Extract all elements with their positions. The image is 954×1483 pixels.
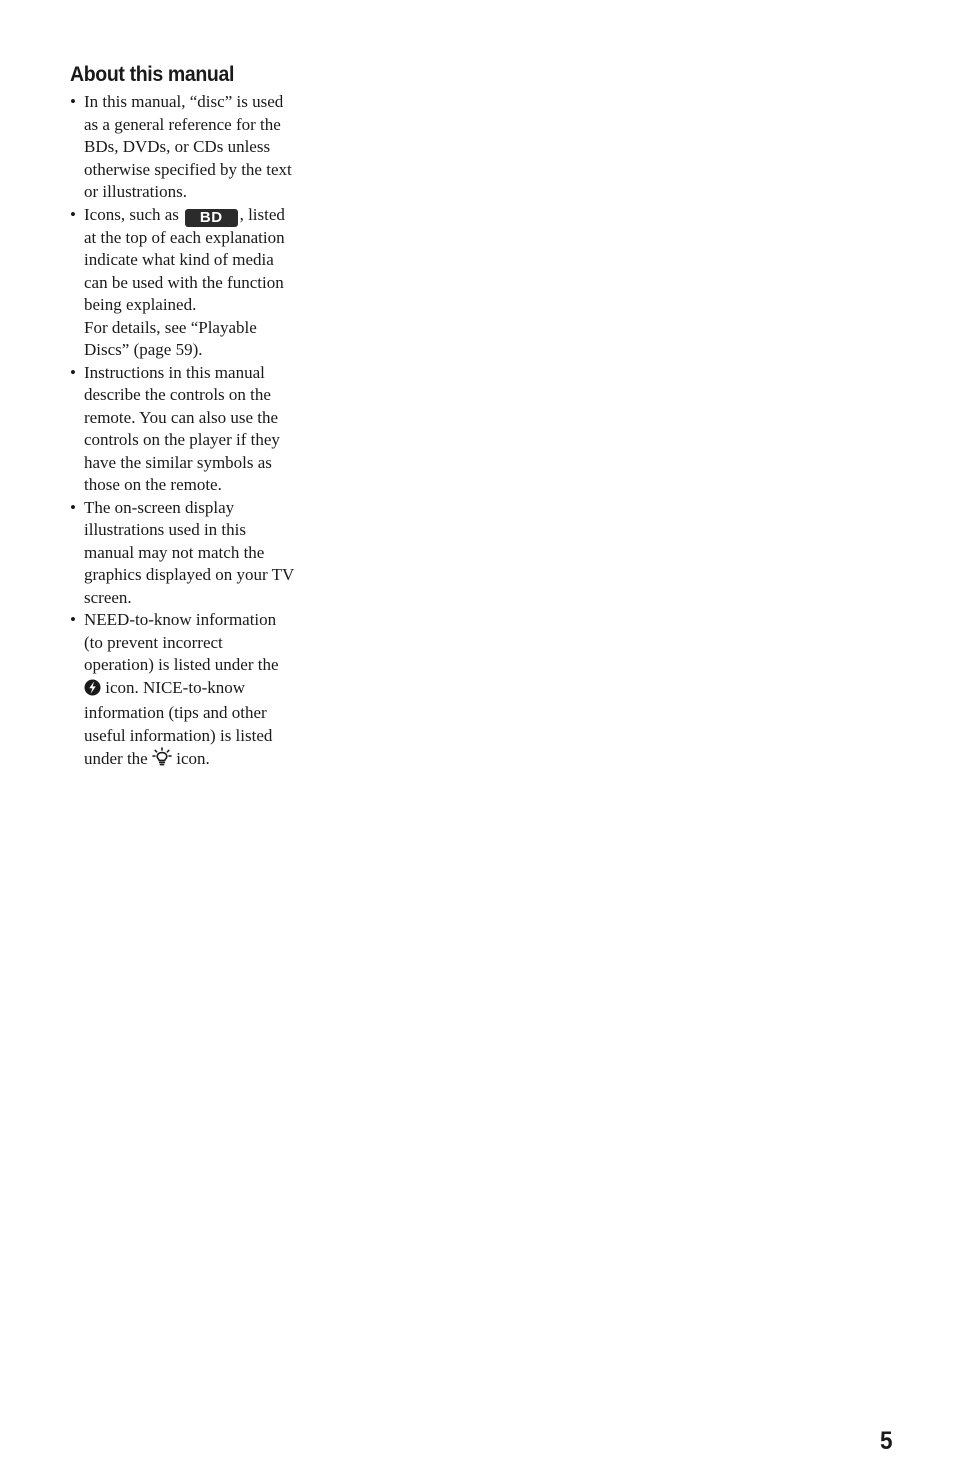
text-line: manual may not match the	[84, 542, 265, 562]
text-fragment: under the	[84, 749, 152, 768]
text-line: indicate what kind of media	[84, 250, 274, 269]
text-line: describe the controls on the	[84, 385, 271, 404]
text-line: can be used with the function	[84, 272, 284, 292]
text-line: graphics displayed on your TV	[84, 565, 295, 584]
list-item	[70, 362, 320, 497]
text-line: Discs” (page 59).	[84, 340, 203, 359]
text-line: being explained.	[84, 295, 197, 314]
text-line: operation) is listed under the	[84, 655, 279, 674]
about-this-manual-section	[70, 62, 320, 774]
list-item	[70, 497, 320, 610]
list-item	[70, 204, 320, 362]
bullet-dot: •	[70, 204, 76, 224]
text-fragment: icon. NICE-to-know	[101, 677, 246, 697]
text-line	[84, 747, 320, 774]
bullet-dot: •	[70, 92, 76, 111]
text-line: remote. You can also use the	[84, 407, 279, 427]
text-line	[84, 204, 320, 227]
bullet-dot: •	[70, 610, 76, 629]
page-number: 5	[880, 1427, 893, 1455]
text-line: (to prevent incorrect	[84, 632, 223, 652]
text-line: or illustrations.	[84, 182, 187, 201]
text-line: useful information) is listed	[84, 725, 273, 745]
lightbulb-icon	[152, 747, 172, 774]
text-line: NEED-to-know information	[84, 610, 277, 629]
text-line: those on the remote.	[84, 475, 222, 494]
text-line: In this manual, “disc” is used	[84, 92, 284, 111]
text-line: The on-screen display	[84, 497, 235, 517]
list-item	[70, 609, 320, 774]
list-item-text	[84, 362, 320, 497]
text-fragment: , listed	[239, 204, 285, 224]
section-heading: About this manual	[70, 63, 235, 86]
list-item-text	[84, 609, 320, 774]
text-line: at the top of each explanation	[84, 227, 285, 247]
text-line: Instructions in this manual	[84, 362, 265, 382]
list-item	[70, 91, 320, 204]
text-line: controls on the player if they	[84, 430, 280, 449]
text-line: have the similar symbols as	[84, 452, 272, 472]
bullet-list	[70, 91, 320, 774]
text-fragment: Icons, such as	[84, 204, 179, 224]
text-line: For details, see “Playable	[84, 317, 257, 337]
text-line: screen.	[84, 587, 132, 607]
list-item-text	[84, 497, 320, 610]
lightning-circle-icon	[84, 679, 101, 703]
text-line: otherwise specified by the text	[84, 159, 292, 179]
text-line: information (tips and other	[84, 703, 267, 722]
text-line: illustrations used in this	[84, 520, 246, 539]
bullet-dot: •	[70, 362, 76, 382]
text-line: as a general reference for the	[84, 114, 281, 134]
list-item-text	[84, 91, 320, 204]
bd-media-badge: BD	[185, 209, 238, 227]
bullet-dot: •	[70, 497, 76, 517]
text-line	[84, 677, 320, 703]
text-line: BDs, DVDs, or CDs unless	[84, 137, 271, 156]
list-item-text	[84, 204, 320, 362]
text-fragment: icon.	[171, 749, 210, 768]
